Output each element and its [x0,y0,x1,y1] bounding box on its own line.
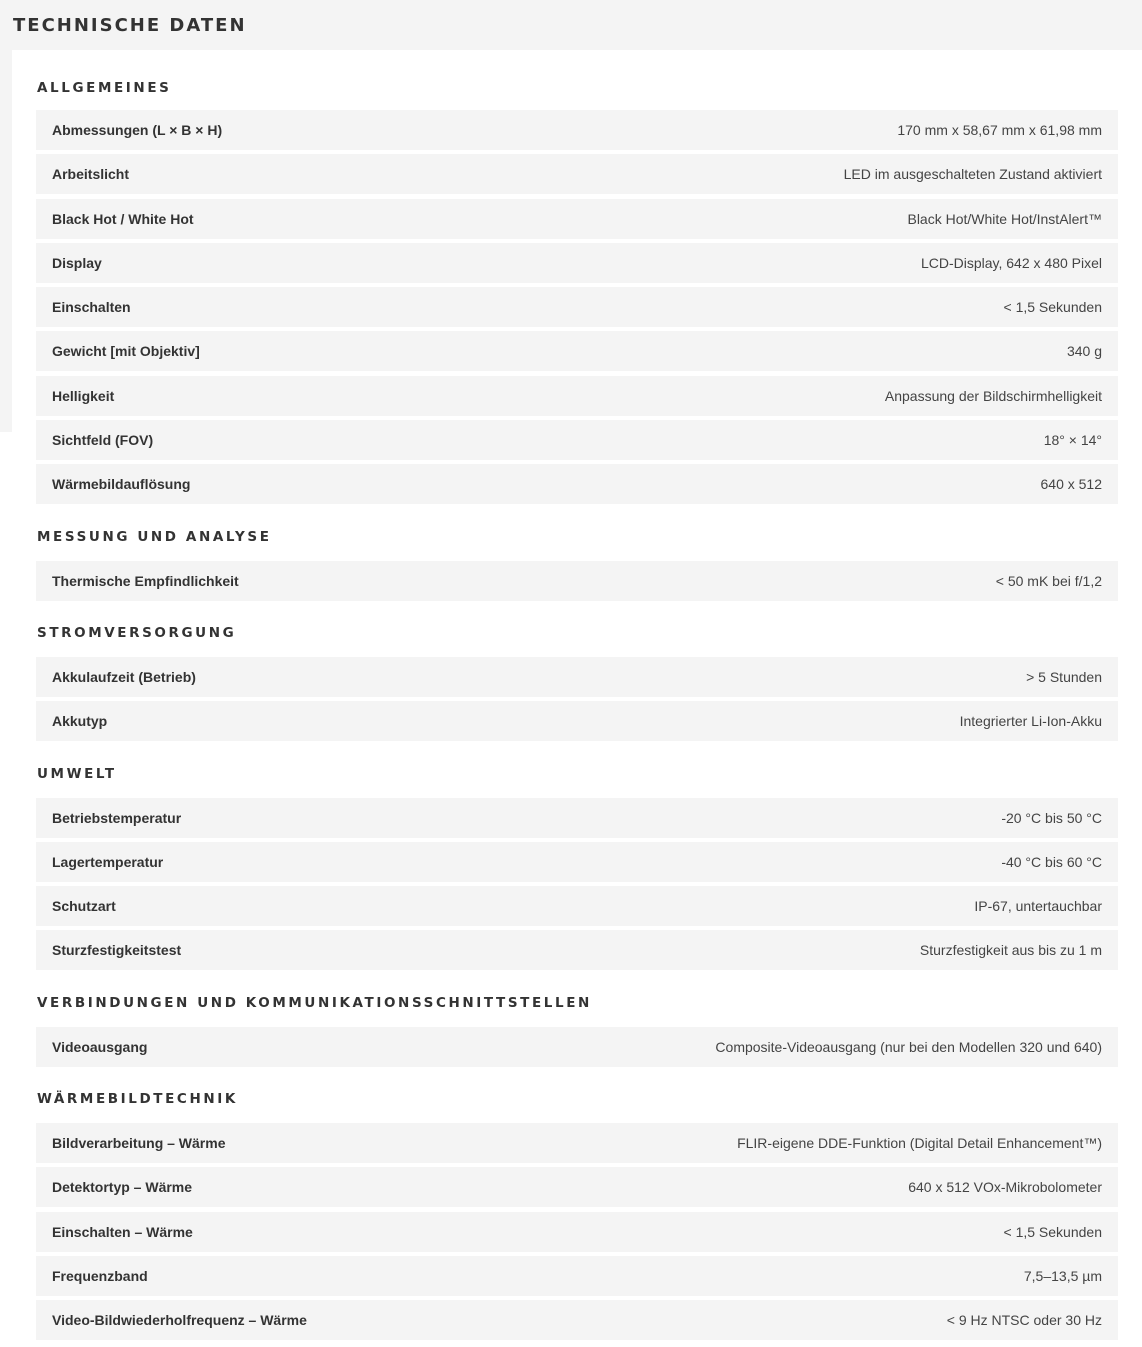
spec-label: Detektortyp – Wärme [52,1179,193,1196]
spec-label: Arbeitslicht [52,166,130,183]
section-title: STROMVERSORGUNG [37,624,237,641]
spec-value: -40 °C bis 60 °C [1001,853,1102,870]
spec-label: Lagertemperatur [52,853,164,870]
spec-label: Akkulaufzeit (Betrieb) [52,668,196,685]
spec-row [36,110,1118,150]
spec-row [36,657,1118,697]
spec-row [36,930,1118,970]
spec-value: LED im ausgeschalteten Zustand aktiviert [843,166,1102,183]
spec-label: Gewicht [mit Objektiv] [52,343,200,360]
left-strip [0,50,12,432]
spec-row [36,420,1118,460]
spec-value: < 1,5 Sekunden [1003,1223,1102,1240]
section-title: UMWELT [37,765,117,782]
spec-row [36,199,1118,239]
section-title: VERBINDUNGEN UND KOMMUNIKATIONSSCHNITTSTELLEN [37,994,592,1011]
spec-row [36,842,1118,882]
spec-section [36,605,1118,741]
spec-label: Helligkeit [52,387,115,404]
spec-value: < 9 Hz NTSC oder 30 Hz [946,1312,1102,1329]
spec-label: Schutzart [52,898,116,915]
spec-row [36,1123,1118,1163]
spec-value: < 1,5 Sekunden [1003,299,1102,316]
spec-label: Einschalten – Wärme [52,1223,193,1240]
page-title: TECHNISCHE DATEN [13,15,247,36]
spec-value: 640 x 512 VOx-Mikrobolometer [908,1179,1102,1196]
spec-label: Display [52,254,102,271]
spec-value: Integrierter Li-Ion-Akku [959,713,1102,730]
spec-row [36,886,1118,926]
spec-section [36,746,1118,971]
spec-label: Bildverarbeitung – Wärme [52,1135,226,1152]
spec-value: < 50 mK bei f/1,2 [995,572,1102,589]
spec-label: Thermische Empfindlichkeit [52,572,239,589]
spec-value: 170 mm x 58,67 mm x 61,98 mm [897,122,1102,138]
spec-section [36,1071,1118,1340]
spec-row [36,1300,1118,1340]
spec-label: Frequenzband [52,1267,148,1284]
spec-row [36,331,1118,371]
spec-label: Black Hot / White Hot [52,210,194,227]
spec-value: Anpassung der Bildschirmhelligkeit [884,387,1102,404]
spec-label: Videoausgang [52,1038,148,1055]
spec-value: 640 x 512 [1040,476,1102,493]
spec-value: Sturzfestigkeit aus bis zu 1 m [919,942,1102,959]
spec-section [36,58,1118,504]
spec-label: Abmessungen (L × B × H) [52,122,223,138]
spec-row [36,464,1118,504]
spec-value: -20 °C bis 50 °C [1001,809,1102,826]
spec-row [36,1027,1118,1067]
spec-value: 340 g [1066,343,1102,360]
spec-row [36,243,1118,283]
spec-row [36,154,1118,194]
spec-row [36,376,1118,416]
spec-value: > 5 Stunden [1026,668,1102,685]
spec-label: Wärmebildauflösung [52,476,191,493]
spec-label: Sturzfestigkeitstest [52,942,182,959]
spec-value: Composite-Videoausgang (nur bei den Modellen 320 und 640) [715,1038,1102,1055]
section-title: ALLGEMEINES [37,80,172,96]
spec-section [36,509,1118,601]
spec-row [36,1212,1118,1252]
spec-label: Video-Bildwiederholfrequenz – Wärme [52,1312,307,1329]
spec-row [36,1256,1118,1296]
spec-section [36,975,1118,1067]
spec-row [36,798,1118,838]
section-title: MESSUNG UND ANALYSE [37,528,272,545]
spec-value: 18° × 14° [1043,432,1102,449]
spec-label: Betriebstemperatur [52,809,182,826]
spec-label: Akkutyp [52,713,108,730]
spec-row [36,701,1118,741]
spec-label: Einschalten [52,299,131,316]
spec-row [36,287,1118,327]
spec-value: FLIR-eigene DDE-Funktion (Digital Detail Enhancement™) [737,1135,1102,1152]
spec-label: Sichtfeld (FOV) [52,432,154,449]
spec-value: IP-67, untertauchbar [974,898,1102,915]
spec-row [36,561,1118,601]
specs-container [36,58,1118,1345]
section-title: WÄRMEBILDTECHNIK [37,1091,238,1108]
spec-value: 7,5–13,5 µm [1023,1267,1102,1284]
spec-value: Black Hot/White Hot/InstAlert™ [907,210,1102,227]
spec-row [36,1167,1118,1207]
spec-value: LCD-Display, 642 x 480 Pixel [920,254,1102,271]
